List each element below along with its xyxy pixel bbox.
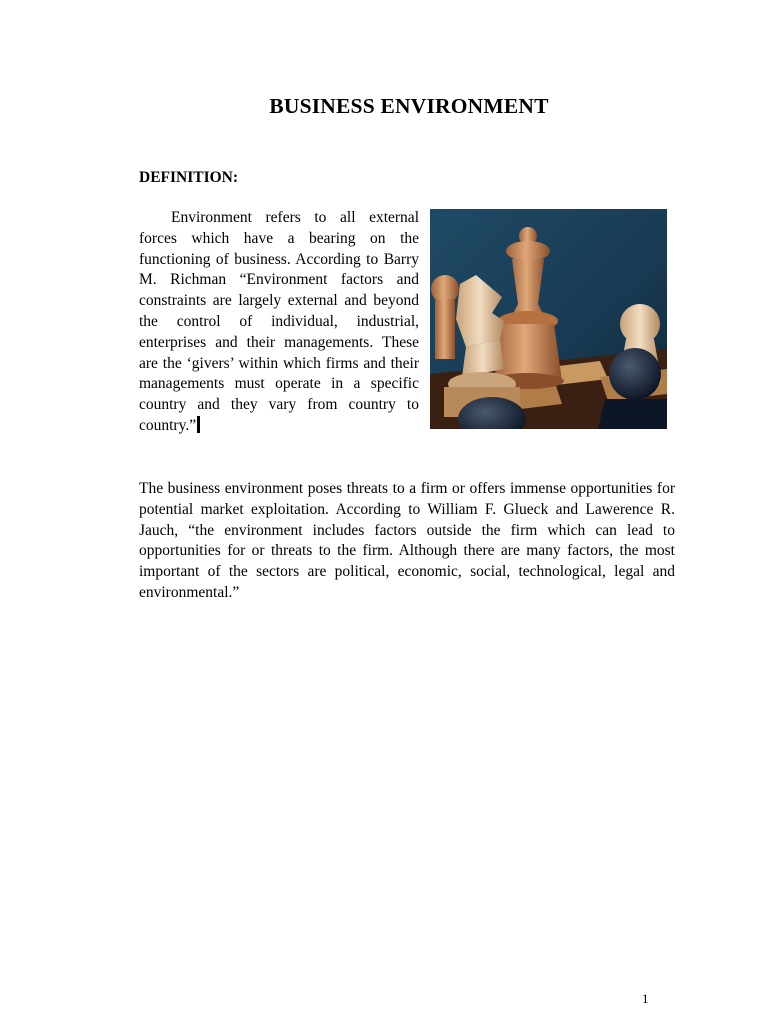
chess-photo-illustration (430, 209, 667, 429)
definition-paragraph (139, 208, 419, 437)
definition-text: Environment refers to all external forces which have a bearing on the functioning of business. According to Barry M. Richman “Environment factors and constraints are largely external and beyond the control of individual, industrial, enterprises and their managements. These are the ‘givers’ within which firms and their managements must operate in a specific country and they vary from country to country.” (139, 209, 419, 434)
section-heading: DEFINITION: (139, 169, 239, 186)
text-cursor (197, 416, 200, 433)
chess-pieces-photo (430, 209, 667, 429)
page-number: 1 (642, 991, 649, 1006)
document-title: BUSINESS ENVIRONMENT (269, 94, 549, 118)
environment-paragraph: The business environment poses threats to a firm or offers immense opportunities for potential market exploitation. According to William F. Glueck and Lawerence R. Jauch, “the environment includes factors outside the firm which can lead to opportunities for or threats to the firm. Although there are many factors, the most important of the sectors are political, economic, social, technological, legal and environmental.” (139, 480, 675, 601)
